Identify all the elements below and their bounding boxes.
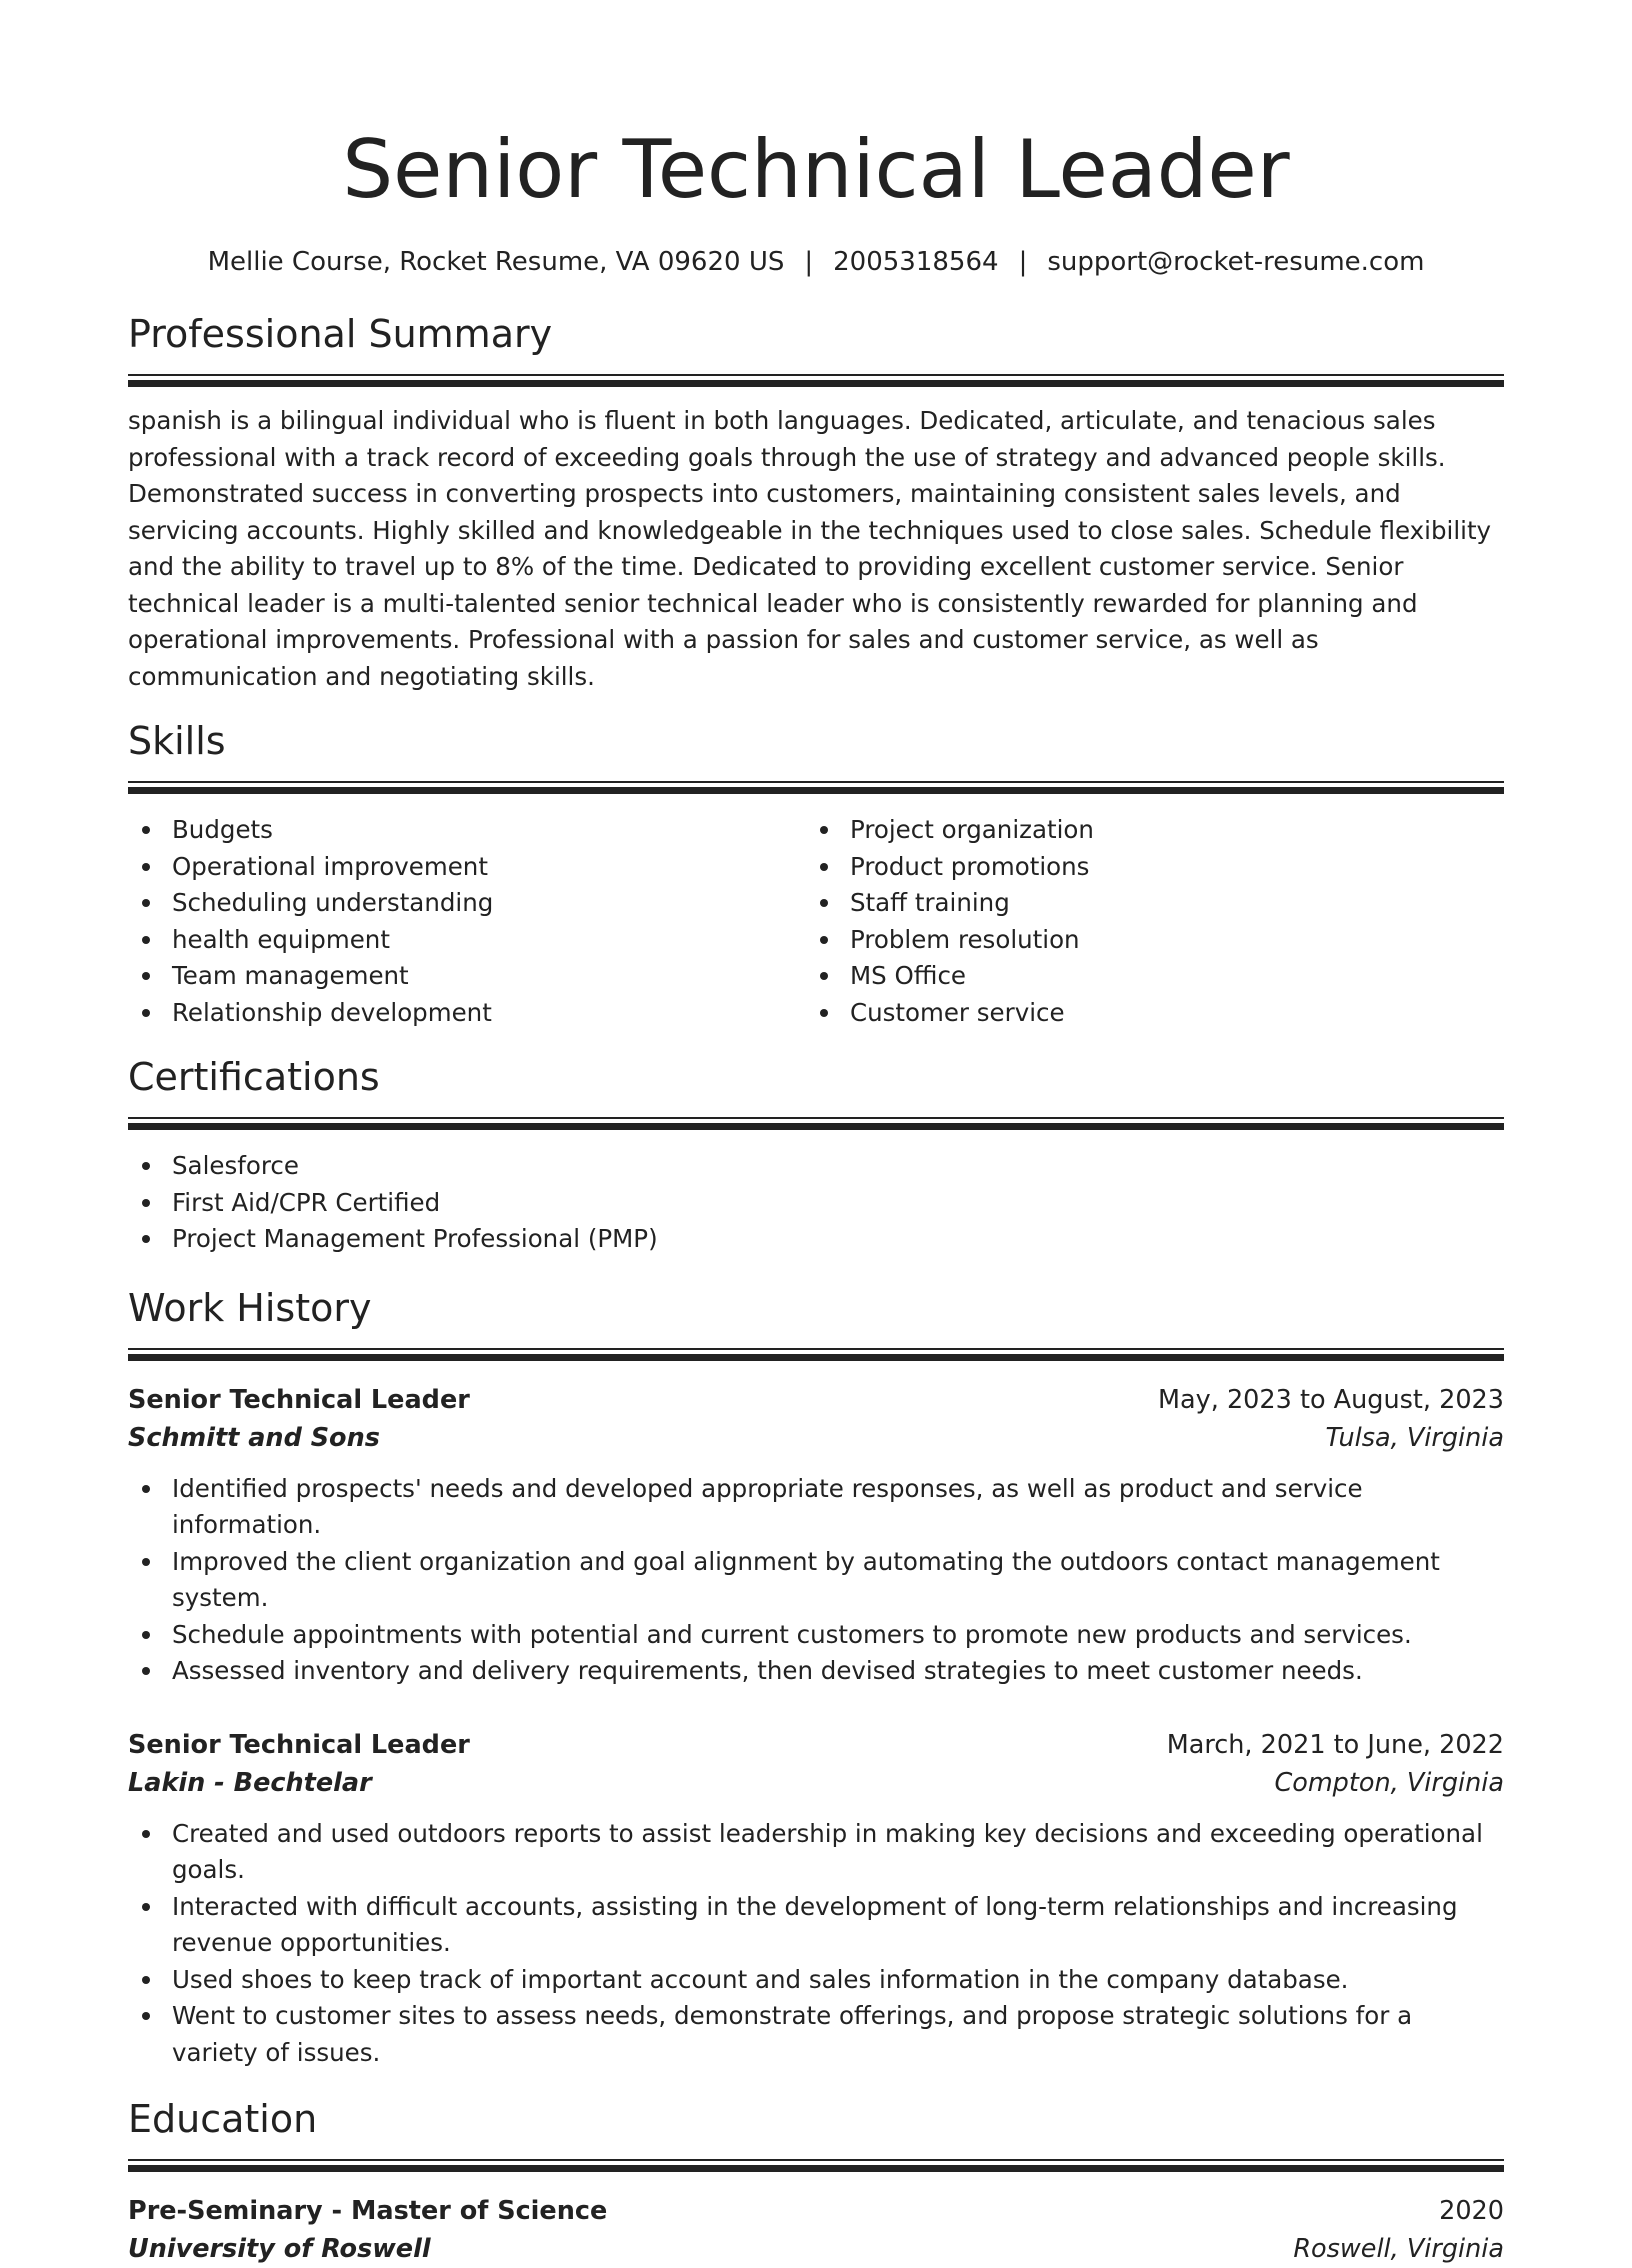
list-item: Schedule appointments with potential and current customers to promote new products and services. xyxy=(128,1617,1504,1654)
list-item: Scheduling understanding xyxy=(128,885,806,922)
list-item: Salesforce xyxy=(128,1148,1504,1185)
skills-section xyxy=(128,717,1504,1031)
section-heading-education: Education xyxy=(128,2097,318,2141)
section-heading-skills: Skills xyxy=(128,719,226,763)
list-item: Staff training xyxy=(806,885,1504,922)
job-entry xyxy=(128,1726,1504,2072)
job-company-row xyxy=(128,1764,1504,1802)
list-item: Assessed inventory and delivery requirements, then devised strategies to meet customer needs. xyxy=(128,1653,1504,1690)
list-item: Relationship development xyxy=(128,995,806,1032)
section-divider xyxy=(128,374,1504,387)
certifications-list xyxy=(128,1148,1504,1258)
list-item: Problem resolution xyxy=(806,922,1504,959)
summary-text: spanish is a bilingual individual who is fluent in both languages. Dedicated, articulate, and tenacious sales professional with a track record of exceeding goals through the use of strategy and advanced people skills. Demonstrated success in converting prospects into customers, maintaining consistent sales levels, and servicing accounts. Highly skilled and knowledgeable in the techniques used to close sales. Schedule flexibility and the ability to travel up to 8% of the time. Dedicated to providing excellent customer service. Senior technical leader is a multi-talented senior technical leader who is consistently rewarded for planning and operational improvements. Professional with a passion for sales and customer service, as well as communication and negotiating skills. xyxy=(128,406,1492,691)
list-item: Team management xyxy=(128,958,806,995)
certifications-section xyxy=(128,1053,1504,1258)
list-item: Product promotions xyxy=(806,849,1504,886)
job-company-row xyxy=(128,1419,1504,1457)
job-company: Lakin - Bechtelar xyxy=(128,1767,372,1798)
job-company: Schmitt and Sons xyxy=(128,1422,380,1453)
section-divider xyxy=(128,2159,1504,2172)
work-history-section xyxy=(128,1284,1504,2072)
list-item: Improved the client organization and goal alignment by automating the outdoors contact management system. xyxy=(128,1544,1504,1617)
list-item: Identified prospects' needs and developed appropriate responses, as well as product and service information. xyxy=(128,1471,1504,1544)
section-divider xyxy=(128,1117,1504,1130)
contact-email: support@rocket-resume.com xyxy=(1047,247,1425,277)
section-heading-work-history: Work History xyxy=(128,1285,372,1330)
list-item: MS Office xyxy=(806,958,1504,995)
contact-line xyxy=(128,244,1504,280)
list-item: Used shoes to keep track of important account and sales information in the company database. xyxy=(128,1962,1504,1999)
list-item: Operational improvement xyxy=(128,849,806,886)
job-location: Compton, Virginia xyxy=(1274,1767,1504,1798)
list-item: Customer service xyxy=(806,995,1504,1032)
job-header-row xyxy=(128,1726,1504,1764)
education-header-row xyxy=(128,2192,1504,2230)
contact-separator: | xyxy=(1018,247,1028,277)
job-entry xyxy=(128,1381,1504,1690)
contact-phone: 2005318564 xyxy=(833,247,999,277)
education-school-row xyxy=(128,2230,1504,2268)
skills-list-right xyxy=(806,812,1504,1031)
list-item: Created and used outdoors reports to assist leadership in making key decisions and exceeding operational goals. xyxy=(128,1816,1504,1889)
job-location: Tulsa, Virginia xyxy=(1325,1422,1504,1453)
job-bullets xyxy=(128,1471,1504,1690)
education-location: Roswell, Virginia xyxy=(1293,2234,1504,2264)
education-entry xyxy=(128,2192,1504,2268)
job-dates: May, 2023 to August, 2023 xyxy=(1158,1384,1504,1415)
list-item: Budgets xyxy=(128,812,806,849)
list-item: First Aid/CPR Certified xyxy=(128,1185,1504,1222)
job-dates: March, 2021 to June, 2022 xyxy=(1166,1729,1504,1760)
job-title: Senior Technical Leader xyxy=(128,1384,470,1415)
section-heading-certifications: Certifications xyxy=(128,1055,380,1099)
list-item: Interacted with difficult accounts, assisting in the development of long-term relationships and increasing revenue opportunities. xyxy=(128,1889,1504,1962)
job-bullets xyxy=(128,1816,1504,2072)
skills-grid xyxy=(128,812,1504,1031)
list-item: health equipment xyxy=(128,922,806,959)
job-header-row xyxy=(128,1381,1504,1419)
summary-section xyxy=(128,310,1504,695)
section-divider xyxy=(128,781,1504,794)
contact-separator: | xyxy=(804,247,814,277)
skills-list-left xyxy=(128,812,806,1031)
list-item: Went to customer sites to assess needs, demonstrate offerings, and propose strategic solutions for a variety of issues. xyxy=(128,1998,1504,2071)
section-heading-summary: Professional Summary xyxy=(128,312,553,356)
education-year: 2020 xyxy=(1439,2196,1504,2226)
resume-title: Senior Technical Leader xyxy=(342,123,1290,216)
education-degree: Pre-Seminary - Master of Science xyxy=(128,2196,608,2226)
job-title: Senior Technical Leader xyxy=(128,1729,470,1760)
list-item: Project Management Professional (PMP) xyxy=(128,1221,1504,1258)
contact-address: Mellie Course, Rocket Resume, VA 09620 US xyxy=(207,247,785,277)
education-section xyxy=(128,2095,1504,2268)
section-divider xyxy=(128,1348,1504,1361)
education-school: University of Roswell xyxy=(128,2234,431,2264)
list-item: Project organization xyxy=(806,812,1504,849)
